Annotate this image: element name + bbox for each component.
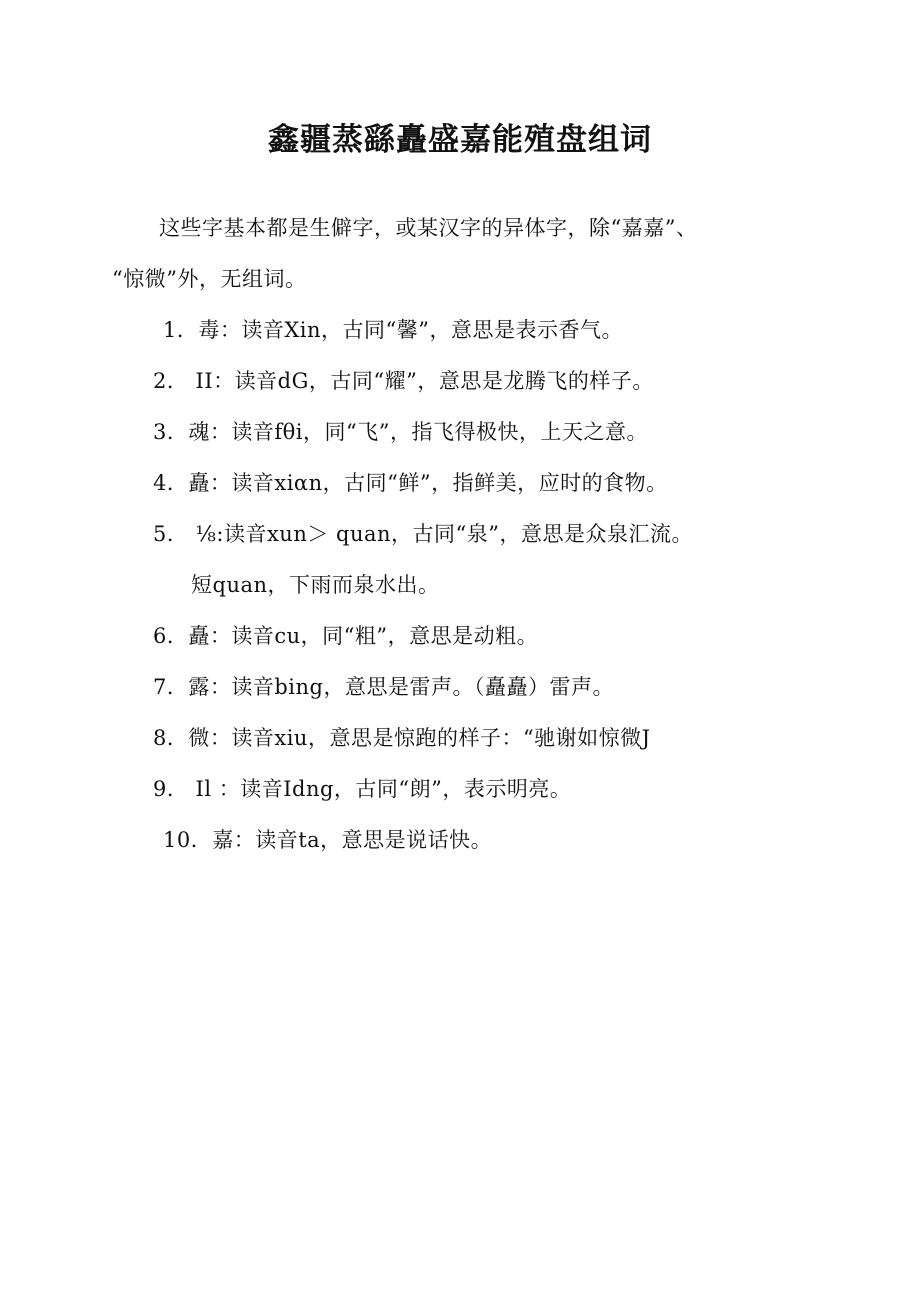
list-item-5-continuation: 短quan，下雨而泉水出。 (191, 573, 440, 597)
list-item-2: 2． II：读音dG，古同“耀”，意思是龙腾飞的样子。 (153, 369, 654, 393)
list-item-3: 3．魂：读音fθi，同“飞”，指飞得极快，上天之意。 (153, 420, 648, 444)
list-item-8: 8．微：读音xiu，意思是惊跑的样子：“驰谢如惊微J (153, 726, 651, 750)
list-item-7: 7．露：读音bing，意思是雷声。（矗矗）雷声。 (153, 675, 614, 699)
list-item-10: 10．嘉：读音ta，意思是说话快。 (163, 828, 493, 852)
list-item-6: 6．矗：读音cu，同“粗”，意思是动粗。 (153, 624, 539, 648)
list-item-1: 1．毒：读音Xin，古同“馨”，意思是表示香气。 (163, 318, 624, 342)
intro-paragraph-line-2: “惊微”外，无组词。 (112, 267, 307, 291)
list-item-4: 4．矗：读音xiαn，古同“鲜”，指鲜美，应时的食物。 (153, 471, 668, 495)
list-item-5: 5． ⅛:读音xun＞ quan，古同“泉”，意思是众泉汇流。 (153, 522, 694, 546)
list-item-9: 9． Il ：读音Idng，古同“朗”，表示明亮。 (153, 777, 572, 801)
intro-paragraph-line-1: 这些字基本都是生僻字，或某汉字的异体字，除“嘉嘉”、 (159, 216, 698, 240)
document-title: 鑫疆蒸繇矗盛嘉能殖盘组词 (268, 122, 652, 158)
